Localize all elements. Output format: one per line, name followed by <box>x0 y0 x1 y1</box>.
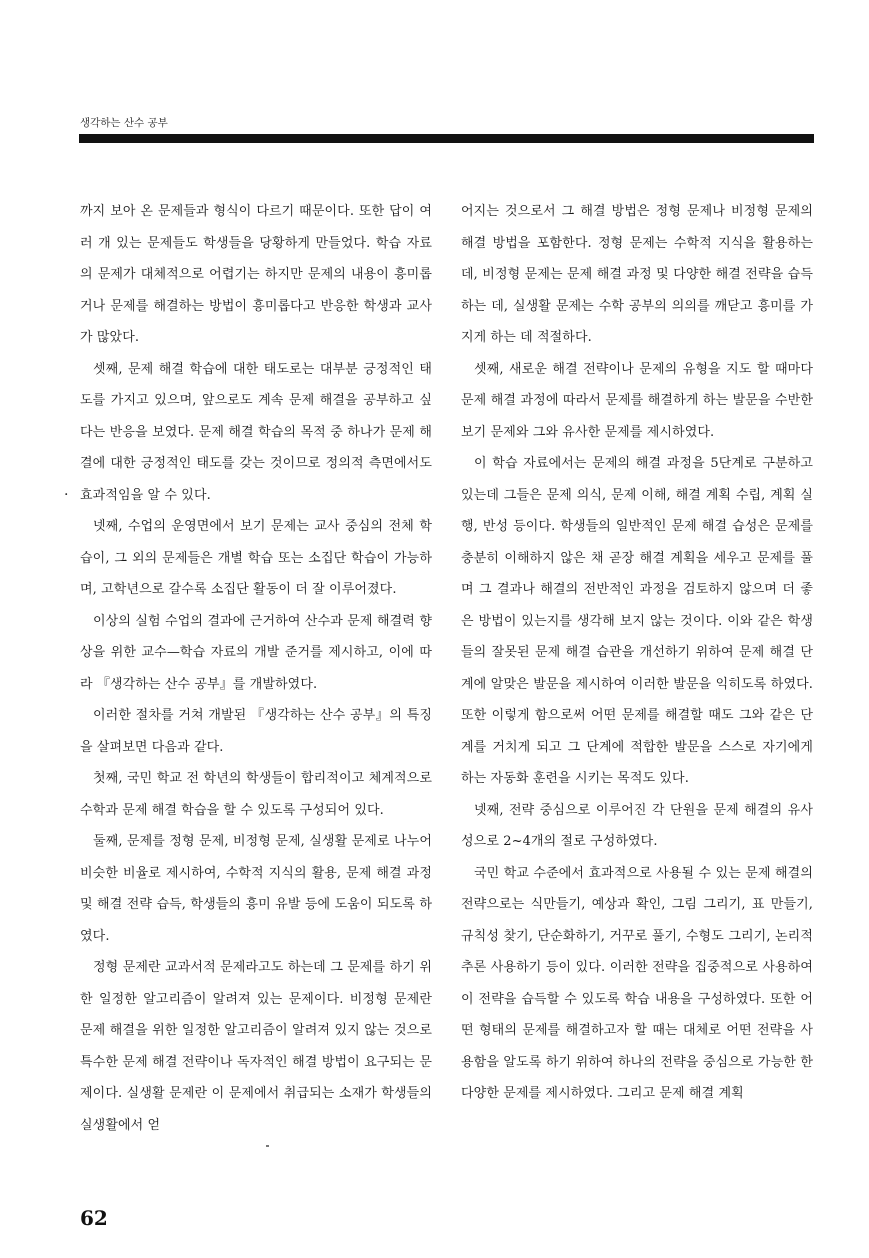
scan-artifact-dot <box>266 1145 269 1147</box>
left-paragraph-3: 넷째, 수업의 운영면에서 보기 문제는 교사 중심의 전체 학습이, 그 외의 문제들은 개별 학습 또는 소집단 학습이 가능하며, 고학년으로 갈수록 소집단 활동이 더 잘 이루어졌다. <box>80 519 432 597</box>
left-column <box>80 196 432 1141</box>
right-paragraph-1: 어지는 것으로서 그 해결 방법은 정형 문제나 비정형 문제의 해결 방법을 포함한다. 정형 문제는 수학적 지식을 활용하는 데, 비정형 문제는 문제 해결 과정 및 다양한 해결 전략을 습득하는 데, 실생활 문제는 수학 공부의 의의를 깨닫고 흥미를 가지게 하는 데 적절하다. <box>461 204 813 345</box>
right-paragraph-4: 넷째, 전략 중심으로 이루어진 각 단원을 문제 해결의 유사성으로 2~4개의 절로 구성하였다. <box>461 802 813 849</box>
left-paragraph-5: 이러한 절차를 거쳐 개발된 『생각하는 산수 공부』의 특징을 살펴보면 다음과 같다. <box>80 708 432 755</box>
left-paragraph-7: 둘째, 문제를 정형 문제, 비정형 문제, 실생활 문제로 나누어 비슷한 비율로 제시하여, 수학적 지식의 활용, 문제 해결 과정 및 해결 전략 습득, 학생들의 흥미 유발 등에 도움이 되도록 하였다. <box>80 834 432 944</box>
right-paragraph-2: 셋째, 새로운 해결 전략이나 문제의 유형을 지도 할 때마다 문제 해결 과정에 따라서 문제를 해결하게 하는 발문을 수반한 보기 문제와 그와 유사한 문제를 제시하였다. <box>461 361 813 440</box>
right-paragraph-5: 국민 학교 수준에서 효과적으로 사용될 수 있는 문제 해결의 전략으로는 식만들기, 예상과 확인, 그림 그리기, 표 만들기, 규칙성 찾기, 단순화하기, 거꾸로 풀기, 수형도 그리기, 논리적 추론 사용하기 등이 있다. 이러한 전략을 집중적으로 사용하여 이 전략을 습득할 수 있도록 학습 내용을 구성하였다. 또한 어떤 형태의 문제를 해결하고자 할 때는 대체로 어떤 전략을 사용함을 알도록 하기 위하여 하나의 전략을 중심으로 가능한 한 다양한 문제를 제시하였다. 그리고 문제 해결 계획 <box>461 865 813 1101</box>
page-number: 62 <box>80 1206 108 1230</box>
left-paragraph-1: 까지 보아 온 문제들과 형식이 다르기 때문이다. 또한 답이 여러 개 있는 문제들도 학생들을 당황하게 만들었다. 학습 자료의 문제가 대체적으로 어렵기는 하지만 문제의 내용이 흥미롭거나 문제를 해결하는 방법이 흥미롭다고 반응한 학생과 교사가 많았다. <box>80 204 432 345</box>
left-paragraph-8: 정형 문제란 교과서적 문제라고도 하는데 그 문제를 하기 위한 일정한 알고리즘이 알려져 있는 문제이다. 비정형 문제란 문제 해결을 위한 일정한 알고리즘이 알려져 있지 않는 것으로 특수한 문제 해결 전략이나 독자적인 해결 방법이 요구되는 문제이다. 실생활 문제란 이 문제에서 취급되는 소재가 학생들의 실생활에서 얻 <box>80 960 432 1133</box>
right-paragraph-3: 이 학습 자료에서는 문제의 해결 과정을 5단계로 구분하고 있는데 그들은 문제 의식, 문제 이해, 해결 계획 수립, 계획 실행, 반성 등이다. 학생들의 일반적인 문제 해결 습성은 문제를 충분히 이해하지 않은 채 곧장 해결 계획을 세우고 문제를 풀며 그 결과나 해결의 전반적인 과정을 검토하지 않으며 더 좋은 방법이 있는지를 생각해 보지 않는 것이다. 이와 같은 학생들의 잘못된 문제 해결 습관을 개선하기 위하여 문제 해결 단계에 알맞은 발문을 제시하여 이러한 발문을 익히도록 하였다. 또한 이렇게 함으로써 어떤 문제를 해결할 때도 그와 같은 단계를 거치게 되고 그 단계에 적합한 발문을 스스로 자기에게 하는 자동화 훈련을 시키는 목적도 있다. <box>461 456 813 786</box>
left-paragraph-4: 이상의 실험 수업의 결과에 근거하여 산수과 문제 해결력 향상을 위한 교수—학습 자료의 개발 준거를 제시하고, 이에 따라 『생각하는 산수 공부』를 개발하였다. <box>80 613 432 692</box>
margin-mark: . <box>64 483 69 499</box>
left-paragraph-6: 첫째, 국민 학교 전 학년의 학생들이 합리적이고 체계적으로 수학과 문제 해결 학습을 할 수 있도록 구성되어 있다. <box>80 771 432 818</box>
header-rule <box>79 134 814 143</box>
running-header: 생각하는 산수 공부 <box>80 117 168 129</box>
right-column <box>461 196 813 1110</box>
left-paragraph-2: 셋째, 문제 해결 학습에 대한 태도로는 대부분 긍정적인 태도를 가지고 있으며, 앞으로도 계속 문제 해결을 공부하고 싶다는 반응을 보였다. 문제 해결 학습의 목적 중 하나가 문제 해결에 대한 긍정적인 태도를 갖는 것이므로 정의적 측면에서도 효과적임을 알 수 있다. <box>80 361 432 503</box>
